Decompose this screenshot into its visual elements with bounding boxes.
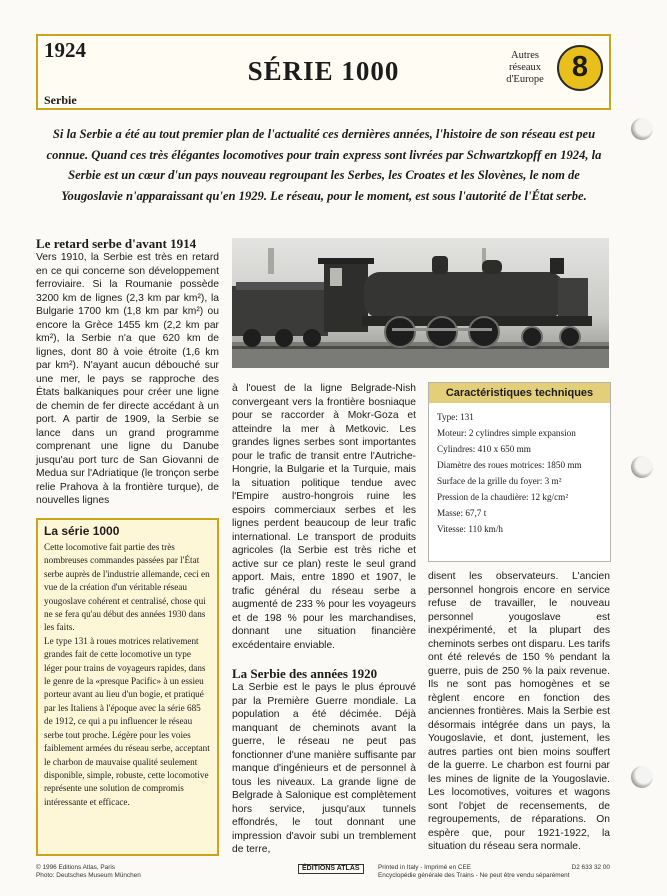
section-text: La Serbie est le pays le plus éprouvé par la Première Guerre mondiale. La population a été décimée. Déjà manquant de cheminots avant la guerre, le réseau ne peut pas fonctionner d'une manière suffisante par manque d'ingénieurs et de personnel à tous les niveaux. La grande ligne de Belgrade à Salonique est complètement hors service, jusqu'aux tunnels effondrés, le tout donnant une impression d'avoir subi un tremblement de terre, <box>232 682 416 855</box>
page-title: SÉRIE 1000 <box>247 56 400 86</box>
series-label: Autres réseaux d'Europe <box>506 50 544 85</box>
tech-item: Type: 131 <box>437 412 474 422</box>
binder-hole <box>631 456 653 478</box>
column-text: disent les observateurs. L'ancien personnel hongrois encore en service refuse de travailler, le nouveau personnel yougoslave est inexpérimenté, et la plupart des cheminots serbes ont disparu. Les tarifs ont été relevés de 150 % pendant la guerre, puis de 250 % la paix revenue. Ils ne sont pas homogènes et se règlent encore en fonction des anciennes frontières. Mais la Serbie est désormais intégrée dans un pays, la Yougoslavie, et dont, justement, les autres parties ont bien moins souffert de la guerre. Le charbon est fourni par les mines de lignite de la Yougoslavie. Les locomotives, voitures et wagons sont l'objet de recensements, de regroupements, de réparations. On espère que, pour 1921-1922, la situation du réseau sera normale. <box>428 571 611 852</box>
header <box>36 34 611 110</box>
tech-item: Pression de la chaudière: 12 kg/cm² <box>437 492 569 502</box>
section-title: Le retard serbe d'avant 1914 <box>36 236 197 251</box>
intro-text: Si la Serbie a été au tout premier plan de l'actualité ces dernières années, l'histoire de son réseau est peu connue. Quand ces très élégantes locomotives pour train express sont livrées par Schwartzkopff en 1924, la Serbie est un cœur d'un pays nouveau regroupant les Serbes, les Croates et les Slovènes, le nom de Yougoslavie n'apparaissant qu'en 1929. Le réseau, pour le moment, est sous l'autorité de l'État serbe. <box>46 127 602 203</box>
footer-copyright: © 1996 Editions Atlas, Paris <box>36 864 115 871</box>
sidebar-paragraph: Le type 131 à roues motrices relativement grandes fait de cette locomotive un type léger pour trains de voyageurs rapides, dans le genre de la «presque Pacific» à un essieu porteur avant au lieu d'un bogie, et pratiqué par les Italiens à l'époque avec la série 685 de 1912, ce qui a pu influencer le réseau serbe tout proche. Légère pour les voies faiblement armées du réseau serbe, acceptant le charbon de mauvaise qualité seulement disponible, simple, robuste, cette locomotive représente une solution de compromis intéressante et efficace. <box>44 635 210 807</box>
tech-item: Moteur: 2 cylindres simple expansion <box>437 428 576 438</box>
sidebar-title: La série 1000 <box>44 524 120 538</box>
country: Serbie <box>44 93 77 107</box>
footer-right <box>378 864 610 880</box>
locomotive-illustration <box>232 238 609 368</box>
tech-item: Cylindres: 410 x 650 mm <box>437 444 531 454</box>
column-3 <box>428 570 610 854</box>
tech-specs-box <box>428 382 611 562</box>
locomotive-photo <box>232 238 609 368</box>
column-2 <box>232 382 416 857</box>
footer-left <box>36 864 266 880</box>
tech-list <box>429 403 610 537</box>
footer-print: Printed in Italy - Imprimé en CEE D2 633 32 00 <box>378 864 610 871</box>
section-text: Vers 1910, la Serbie est très en retard en ce qui concerne son développement ferroviaire. Si la Roumanie possède 3200 km de lignes (2,3 km par km²), la Bulgarie 1700 km (1,8 km par km²) ou encore la Grèce 1455 km (2,2 km par km²), la Serbie n'a que 620 km de lignes, dont 80 à voie étroite (1,6 km par km²). N'ayant aucun débouché sur une mer, le pays se rapproche des États balkaniques pour créer une ligne de chemin de fer directe accédant à un port. A partir de 1909, la Serbie se lance dans un grand programme comprenant une ligne du Danube jusqu'au port turc de San Giovanni de Medua sur l'Adriatique (le tronçon serbe relie Prahova à la frontière turque), de nouvelles lignes <box>36 252 219 506</box>
column-1 <box>36 236 219 508</box>
sidebar-box <box>36 518 219 856</box>
tech-title: Caractéristiques techniques <box>429 383 610 403</box>
sidebar-paragraph: Cette locomotive fait partie des très nombreuses commandes passées par l'État serbe auprès de l'industrie allemande, ceci en vue de la création d'un véritable réseau yougoslave cohérent et centralisé, chose qui ne se fera qu'au début des années 1930 dans les faits. <box>44 542 210 633</box>
footer-photo-credit: Photo: Deutsches Museum München <box>36 872 141 879</box>
binder-hole <box>631 766 653 788</box>
tech-item: Vitesse: 110 km/h <box>437 524 503 534</box>
tech-item: Masse: 67,7 t <box>437 508 487 518</box>
tech-item: Diamètre des roues motrices: 1850 mm <box>437 460 582 470</box>
binder-hole <box>631 118 653 140</box>
atlas-logo: ÉDITIONS ATLAS <box>298 864 364 874</box>
footer-legal: Encyclopédie générale des Trains - Ne peut être vendu séparément <box>378 872 570 879</box>
year: 1924 <box>44 38 86 62</box>
column-text: à l'ouest de la ligne Belgrade-Nish convergeant vers la frontière bosniaque pour se raccorder à Mokr-Goza et atteindre la mer à Metkovic. Les grandes lignes serbes sont importantes pour le trafic de transit entre l'Autriche-Hongrie, la Bulgarie et la Turquie, mais la situation politique tendue avec l'Empire austro-hongrois ruine les espoirs commerciaux serbes et les lignes perdent beaucoup de leur trafic international. Le transport de produits agricoles (la Serbie est très riche et active sur ce plan) reste le seul grand apport. Mais, entre 1890 et 1907, le trafic général du réseau serbe a augmenté de 233 % pour les voyageurs et de 198 % pour les marchandises, donnant une situation financière excédentaire enviable. <box>232 383 416 651</box>
footer-code: D2 633 32 00 <box>571 864 610 871</box>
tech-item: Surface de la grille du foyer: 3 m² <box>437 476 562 486</box>
chapter-badge: 8 <box>557 45 603 91</box>
section-title: La Serbie des années 1920 <box>232 666 378 681</box>
